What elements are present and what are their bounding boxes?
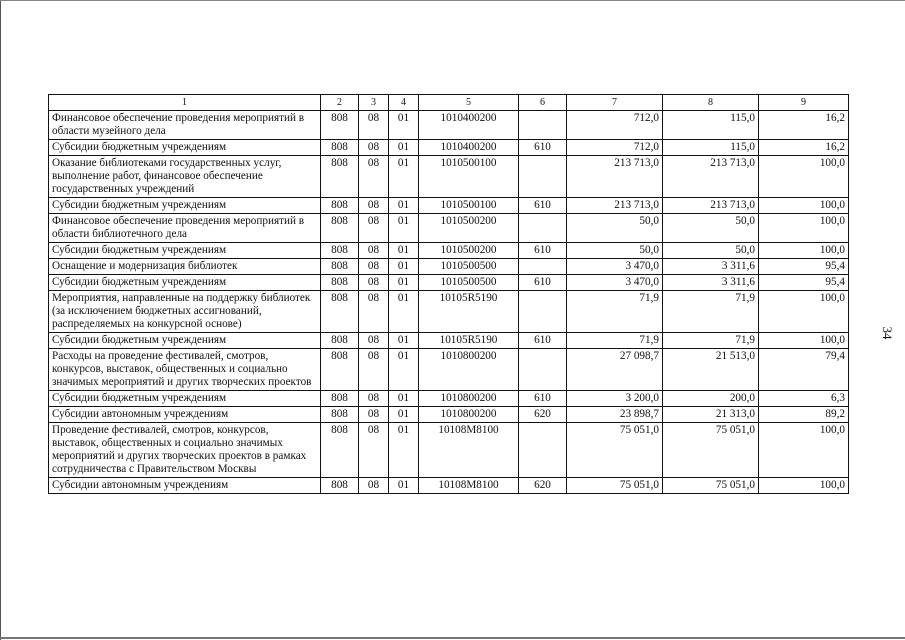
row-name-cell: Проведение фестивалей, смотров, конкурсов, выставок, общественных и социально значимых мероприятий и других творческих проектов в рамках сотрудничества с Правительством Москвы: [49, 423, 321, 478]
executed-amount-cell: 50,0: [663, 243, 759, 259]
execution-percent-cell: 79,4: [759, 349, 849, 391]
planned-amount-cell: 3 200,0: [567, 391, 663, 407]
execution-percent-cell: 100,0: [759, 243, 849, 259]
page-number: 34: [880, 326, 895, 340]
column-header: 3: [359, 95, 389, 111]
executed-amount-cell: 71,9: [663, 333, 759, 349]
planned-amount-cell: 50,0: [567, 243, 663, 259]
executed-amount-cell: 213 713,0: [663, 198, 759, 214]
executed-amount-cell: 75 051,0: [663, 423, 759, 478]
subsection-code-cell: 01: [389, 423, 419, 478]
target-article-cell: 10108M8100: [419, 478, 519, 494]
execution-percent-cell: 100,0: [759, 423, 849, 478]
execution-percent-cell: 100,0: [759, 198, 849, 214]
subsection-code-cell: 01: [389, 478, 419, 494]
expense-type-cell: 610: [519, 198, 567, 214]
expense-type-cell: [519, 111, 567, 140]
table-row: [49, 423, 849, 478]
section-code-cell: 08: [359, 243, 389, 259]
column-header: 5: [419, 95, 519, 111]
row-name-cell: Субсидии бюджетным учреждениям: [49, 333, 321, 349]
subsection-code-cell: 01: [389, 259, 419, 275]
executed-amount-cell: 71,9: [663, 291, 759, 333]
planned-amount-cell: 75 051,0: [567, 423, 663, 478]
executed-amount-cell: 3 311,6: [663, 259, 759, 275]
expense-type-cell: 610: [519, 243, 567, 259]
planned-amount-cell: 3 470,0: [567, 259, 663, 275]
row-name-cell: Оказание библиотеками государственных услуг, выполнение работ, финансовое обеспечение государственных учреждений: [49, 156, 321, 198]
planned-amount-cell: 712,0: [567, 140, 663, 156]
subsection-code-cell: 01: [389, 333, 419, 349]
planned-amount-cell: 213 713,0: [567, 156, 663, 198]
executed-amount-cell: 3 311,6: [663, 275, 759, 291]
admin-code-cell: 808: [321, 349, 359, 391]
expense-type-cell: [519, 259, 567, 275]
section-code-cell: 08: [359, 275, 389, 291]
admin-code-cell: 808: [321, 156, 359, 198]
row-name-cell: Субсидии автономным учреждениям: [49, 407, 321, 423]
subsection-code-cell: 01: [389, 291, 419, 333]
expense-type-cell: 620: [519, 478, 567, 494]
expense-type-cell: [519, 349, 567, 391]
admin-code-cell: 808: [321, 391, 359, 407]
header-row: [49, 95, 849, 111]
subsection-code-cell: 01: [389, 391, 419, 407]
admin-code-cell: 808: [321, 333, 359, 349]
section-code-cell: 08: [359, 198, 389, 214]
admin-code-cell: 808: [321, 478, 359, 494]
expense-type-cell: 610: [519, 140, 567, 156]
table-row: [49, 291, 849, 333]
section-code-cell: 08: [359, 349, 389, 391]
execution-percent-cell: 16,2: [759, 111, 849, 140]
section-code-cell: 08: [359, 111, 389, 140]
page-edge-bottom: [0, 637, 905, 639]
admin-code-cell: 808: [321, 214, 359, 243]
executed-amount-cell: 21 313,0: [663, 407, 759, 423]
table-row: [49, 391, 849, 407]
target-article-cell: 1010400200: [419, 111, 519, 140]
section-code-cell: 08: [359, 156, 389, 198]
target-article-cell: 1010800200: [419, 391, 519, 407]
expense-type-cell: [519, 291, 567, 333]
section-code-cell: 08: [359, 259, 389, 275]
section-code-cell: 08: [359, 391, 389, 407]
execution-percent-cell: 100,0: [759, 156, 849, 198]
column-header: 6: [519, 95, 567, 111]
row-name-cell: Субсидии бюджетным учреждениям: [49, 243, 321, 259]
subsection-code-cell: 01: [389, 111, 419, 140]
execution-percent-cell: 100,0: [759, 214, 849, 243]
target-article-cell: 1010500200: [419, 214, 519, 243]
executed-amount-cell: 115,0: [663, 111, 759, 140]
section-code-cell: 08: [359, 407, 389, 423]
planned-amount-cell: 3 470,0: [567, 275, 663, 291]
planned-amount-cell: 50,0: [567, 214, 663, 243]
section-code-cell: 08: [359, 291, 389, 333]
row-name-cell: Оснащение и модернизация библиотек: [49, 259, 321, 275]
subsection-code-cell: 01: [389, 243, 419, 259]
table-row: [49, 243, 849, 259]
target-article-cell: 1010500100: [419, 198, 519, 214]
table-row: [49, 275, 849, 291]
subsection-code-cell: 01: [389, 198, 419, 214]
section-code-cell: 08: [359, 478, 389, 494]
executed-amount-cell: 75 051,0: [663, 478, 759, 494]
execution-percent-cell: 89,2: [759, 407, 849, 423]
subsection-code-cell: 01: [389, 140, 419, 156]
expense-type-cell: 610: [519, 333, 567, 349]
column-header: 8: [663, 95, 759, 111]
table-row: [49, 156, 849, 198]
target-article-cell: 1010800200: [419, 349, 519, 391]
admin-code-cell: 808: [321, 243, 359, 259]
planned-amount-cell: 27 098,7: [567, 349, 663, 391]
planned-amount-cell: 75 051,0: [567, 478, 663, 494]
page-edge-left: [0, 0, 1, 640]
column-header: 4: [389, 95, 419, 111]
section-code-cell: 08: [359, 214, 389, 243]
row-name-cell: Субсидии автономным учреждениям: [49, 478, 321, 494]
executed-amount-cell: 115,0: [663, 140, 759, 156]
column-header: 7: [567, 95, 663, 111]
admin-code-cell: 808: [321, 140, 359, 156]
section-code-cell: 08: [359, 140, 389, 156]
execution-percent-cell: 100,0: [759, 478, 849, 494]
admin-code-cell: 808: [321, 259, 359, 275]
table-row: [49, 349, 849, 391]
expense-type-cell: 610: [519, 275, 567, 291]
target-article-cell: 1010500500: [419, 275, 519, 291]
expense-type-cell: 610: [519, 391, 567, 407]
table-row: [49, 111, 849, 140]
executed-amount-cell: 21 513,0: [663, 349, 759, 391]
execution-percent-cell: 100,0: [759, 291, 849, 333]
row-name-cell: Финансовое обеспечение проведения мероприятий в области музейного дела: [49, 111, 321, 140]
planned-amount-cell: 23 898,7: [567, 407, 663, 423]
execution-percent-cell: 95,4: [759, 275, 849, 291]
budget-table: [48, 94, 849, 494]
executed-amount-cell: 200,0: [663, 391, 759, 407]
target-article-cell: 1010500200: [419, 243, 519, 259]
expense-type-cell: [519, 156, 567, 198]
admin-code-cell: 808: [321, 111, 359, 140]
table-row: [49, 333, 849, 349]
row-name-cell: Субсидии бюджетным учреждениям: [49, 198, 321, 214]
table-row: [49, 140, 849, 156]
row-name-cell: Субсидии бюджетным учреждениям: [49, 275, 321, 291]
column-header: 2: [321, 95, 359, 111]
target-article-cell: 10108M8100: [419, 423, 519, 478]
expense-type-cell: [519, 423, 567, 478]
admin-code-cell: 808: [321, 275, 359, 291]
target-article-cell: 1010400200: [419, 140, 519, 156]
row-name-cell: Субсидии бюджетным учреждениям: [49, 140, 321, 156]
planned-amount-cell: 712,0: [567, 111, 663, 140]
execution-percent-cell: 100,0: [759, 333, 849, 349]
expense-type-cell: [519, 214, 567, 243]
expense-type-cell: 620: [519, 407, 567, 423]
page-edge-top: [0, 0, 905, 1]
planned-amount-cell: 213 713,0: [567, 198, 663, 214]
target-article-cell: 10105R5190: [419, 333, 519, 349]
admin-code-cell: 808: [321, 198, 359, 214]
subsection-code-cell: 01: [389, 349, 419, 391]
executed-amount-cell: 50,0: [663, 214, 759, 243]
target-article-cell: 1010500500: [419, 259, 519, 275]
section-code-cell: 08: [359, 423, 389, 478]
admin-code-cell: 808: [321, 423, 359, 478]
section-code-cell: 08: [359, 333, 389, 349]
subsection-code-cell: 01: [389, 214, 419, 243]
table-row: [49, 259, 849, 275]
row-name-cell: Мероприятия, направленные на поддержку библиотек (за исключением бюджетных ассигнований, распределяемых на конкурсной основе): [49, 291, 321, 333]
execution-percent-cell: 6,3: [759, 391, 849, 407]
subsection-code-cell: 01: [389, 156, 419, 198]
row-name-cell: Финансовое обеспечение проведения мероприятий в области библиотечного дела: [49, 214, 321, 243]
row-name-cell: Субсидии бюджетным учреждениям: [49, 391, 321, 407]
execution-percent-cell: 95,4: [759, 259, 849, 275]
table-row: [49, 407, 849, 423]
planned-amount-cell: 71,9: [567, 333, 663, 349]
target-article-cell: 1010500100: [419, 156, 519, 198]
table-row: [49, 478, 849, 494]
executed-amount-cell: 213 713,0: [663, 156, 759, 198]
row-name-cell: Расходы на проведение фестивалей, смотров, конкурсов, выставок, общественных и социально значимых мероприятий и других творческих проектов: [49, 349, 321, 391]
table-row: [49, 214, 849, 243]
target-article-cell: 1010800200: [419, 407, 519, 423]
admin-code-cell: 808: [321, 407, 359, 423]
planned-amount-cell: 71,9: [567, 291, 663, 333]
table-row: [49, 198, 849, 214]
column-header: 1: [49, 95, 321, 111]
target-article-cell: 10105R5190: [419, 291, 519, 333]
subsection-code-cell: 01: [389, 275, 419, 291]
column-header: 9: [759, 95, 849, 111]
execution-percent-cell: 16,2: [759, 140, 849, 156]
table-body: [49, 111, 849, 494]
admin-code-cell: 808: [321, 291, 359, 333]
subsection-code-cell: 01: [389, 407, 419, 423]
